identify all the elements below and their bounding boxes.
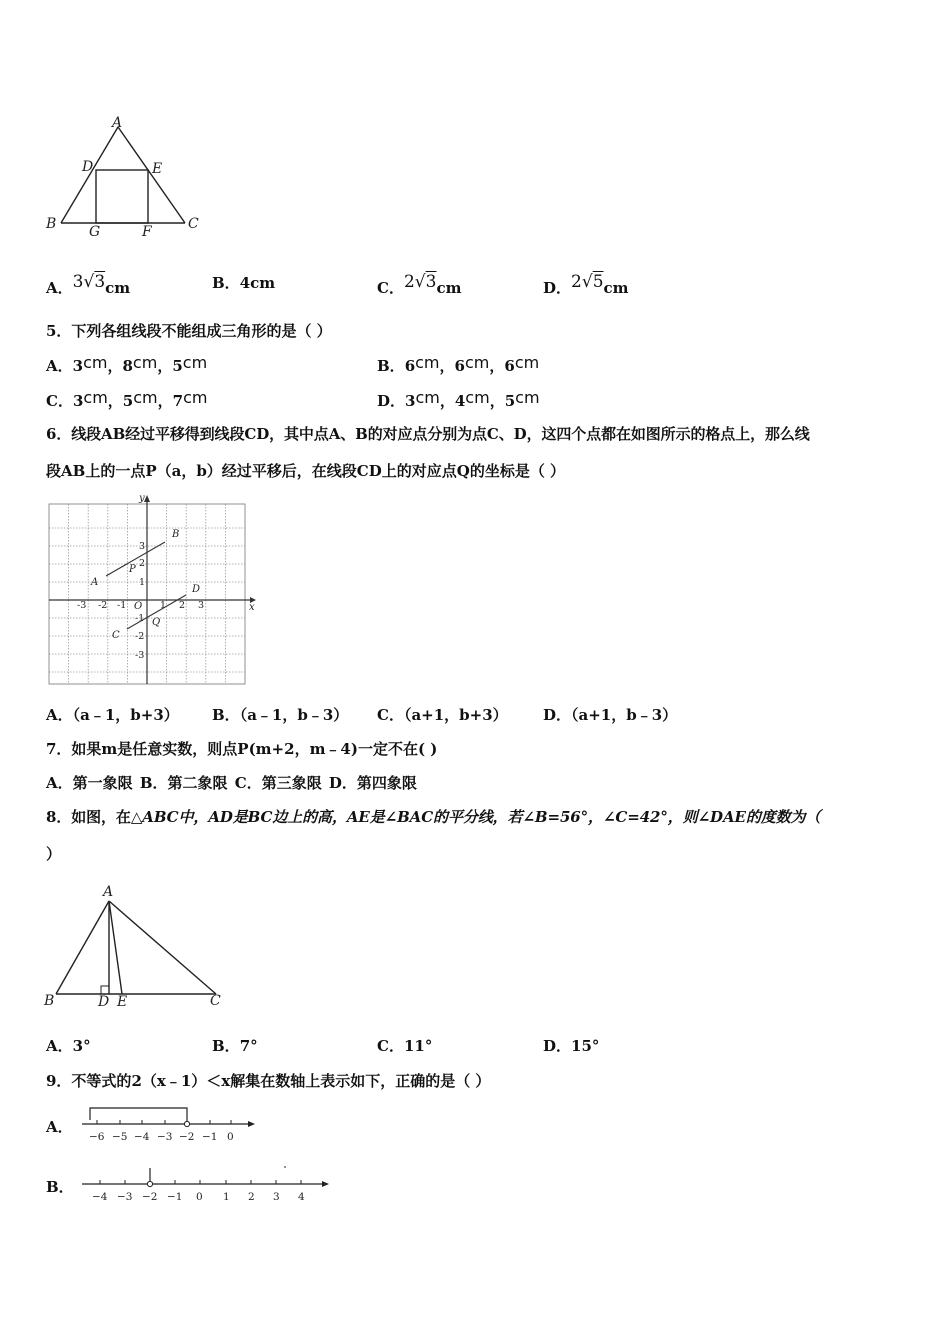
q4-option-b: B．4cm	[212, 274, 276, 292]
y-tick: -3	[135, 650, 145, 661]
q7-options: A．第一象限 B．第二象限 C．第三象限 D．第四象限	[46, 774, 417, 792]
q8-option-d: D．15°	[543, 1037, 600, 1055]
q6-coordinate-grid	[46, 492, 256, 690]
label-e: E	[117, 994, 128, 1010]
x-tick: 1	[160, 600, 167, 611]
q9-number-line-a	[78, 1100, 263, 1150]
sqrt-expression: 2√3	[403, 272, 437, 292]
q8-option-c: C．11°	[377, 1037, 433, 1055]
tick-label: −5	[112, 1131, 128, 1143]
q9-stem: 9．不等式的2（x﹣1）＜x解集在数轴上表示如下，正确的是（ ）	[46, 1072, 491, 1090]
tick-label: −2	[179, 1131, 195, 1143]
solution-bracket	[90, 1108, 187, 1121]
tick-label: −1	[167, 1191, 183, 1203]
q9-number-line-b	[78, 1160, 338, 1210]
q4-option-c: C．2√3cm	[377, 272, 462, 297]
tick-label: −4	[134, 1131, 150, 1143]
y-axis-arrow	[144, 495, 150, 502]
open-circle	[147, 1181, 152, 1186]
tick-label: −6	[89, 1131, 105, 1143]
q5-option-c: C．3cm，5cm，7cm	[46, 388, 208, 410]
q4-triangle-figure	[40, 110, 210, 245]
tick-label: −3	[117, 1191, 133, 1203]
label-b: B	[46, 216, 57, 232]
y-tick: 1	[139, 577, 146, 588]
q8-stem: 8．如图，在△ABC中，AD是BC边上的高，AE是∠BAC的平分线，若∠B=56°，∠C=42°，则∠DAE的度数为（	[46, 808, 821, 826]
label-c: C	[188, 216, 199, 232]
q5-option-d: D．3cm，4cm，5cm	[377, 388, 540, 410]
axis-arrow	[248, 1121, 255, 1127]
right-angle-mark	[101, 986, 109, 994]
q9-option-b-letter: B．	[46, 1178, 74, 1196]
point-q-label: Q	[152, 617, 161, 628]
tick-label: −2	[142, 1191, 158, 1203]
y-tick: -2	[135, 631, 145, 642]
tick-label: 0	[227, 1131, 234, 1143]
q8-stem-line2: ）	[46, 845, 62, 863]
label-d: D	[98, 994, 110, 1010]
tick-label: −1	[202, 1131, 218, 1143]
q4-option-a: A．3√3cm	[46, 272, 131, 297]
x-tick: 2	[179, 600, 186, 611]
side-ab	[61, 127, 118, 223]
tick-label: 0	[196, 1191, 203, 1203]
q5-option-a: A．3cm，8cm，5cm	[46, 353, 208, 375]
sqrt-expression: 3√3	[72, 272, 106, 292]
q6-option-b: B．（a﹣1，b﹣3）	[212, 706, 349, 724]
q6-option-d: D．（a+1，b﹣3）	[543, 706, 678, 724]
x-tick: -1	[117, 600, 127, 611]
axis-arrow	[322, 1181, 329, 1187]
label-d: D	[82, 159, 94, 175]
tick-label: 4	[298, 1191, 305, 1203]
point-d-label: D	[192, 584, 201, 595]
q6-option-a: A．（a﹣1，b+3）	[46, 706, 179, 724]
point-c-label: C	[112, 630, 120, 641]
side-ab	[56, 901, 109, 994]
point-b-label: B	[172, 529, 180, 540]
q9-option-a-letter: A．	[46, 1118, 73, 1136]
side-ac	[109, 901, 216, 994]
x-axis-label: x	[249, 602, 255, 613]
tick-label: −4	[92, 1191, 108, 1203]
tick-label: 1	[223, 1191, 230, 1203]
point-p-label: P	[129, 564, 136, 575]
label-b: B	[44, 993, 55, 1009]
label-f: F	[142, 224, 152, 240]
q8-triangle-figure	[40, 876, 230, 1016]
q8-option-a: A．3°	[46, 1037, 91, 1055]
y-tick: -1	[135, 613, 145, 624]
label-a: A	[103, 884, 114, 900]
tick-label: 3	[273, 1191, 280, 1203]
sqrt-expression: 2√5	[571, 272, 604, 292]
tick-label: −3	[157, 1131, 173, 1143]
q5-option-b: B．6cm，6cm，6cm	[377, 353, 540, 375]
q6-option-c: C．（a+1，b+3）	[377, 706, 508, 724]
label-a: A	[112, 115, 123, 131]
y-tick: 3	[139, 541, 146, 552]
label-g: G	[89, 224, 101, 240]
q5-stem: 5．下列各组线段不能组成三角形的是（ ）	[46, 322, 332, 340]
y-tick: 2	[139, 558, 146, 569]
y-axis-label: y	[139, 493, 145, 504]
x-tick: 3	[198, 600, 205, 611]
label-c: C	[210, 993, 221, 1009]
open-circle	[184, 1121, 189, 1126]
tick-label: 2	[248, 1191, 255, 1203]
q8-option-b: B．7°	[212, 1037, 258, 1055]
origin-label: O	[134, 601, 143, 612]
bisector-ae	[109, 901, 122, 994]
x-tick: -2	[98, 600, 108, 611]
point-a-label: A	[91, 577, 99, 588]
q7-stem: 7．如果m是任意实数，则点P(m+2，m﹣4)一定不在( )	[46, 740, 438, 758]
x-tick: -3	[77, 600, 87, 611]
label-e: E	[152, 161, 163, 177]
q6-stem-line1: 6．线段AB经过平移得到线段CD，其中点A、B的对应点分别为点C、D，这四个点都在如图所示的格点上，那么线	[46, 425, 810, 443]
q4-option-d: D．2√5cm	[543, 272, 629, 297]
q6-stem-line2: 段AB上的一点P（a，b）经过平移后，在线段CD上的对应点Q的坐标是（ ）	[46, 462, 566, 480]
rectangle-defg	[96, 170, 148, 223]
stray-dot	[284, 1166, 286, 1168]
